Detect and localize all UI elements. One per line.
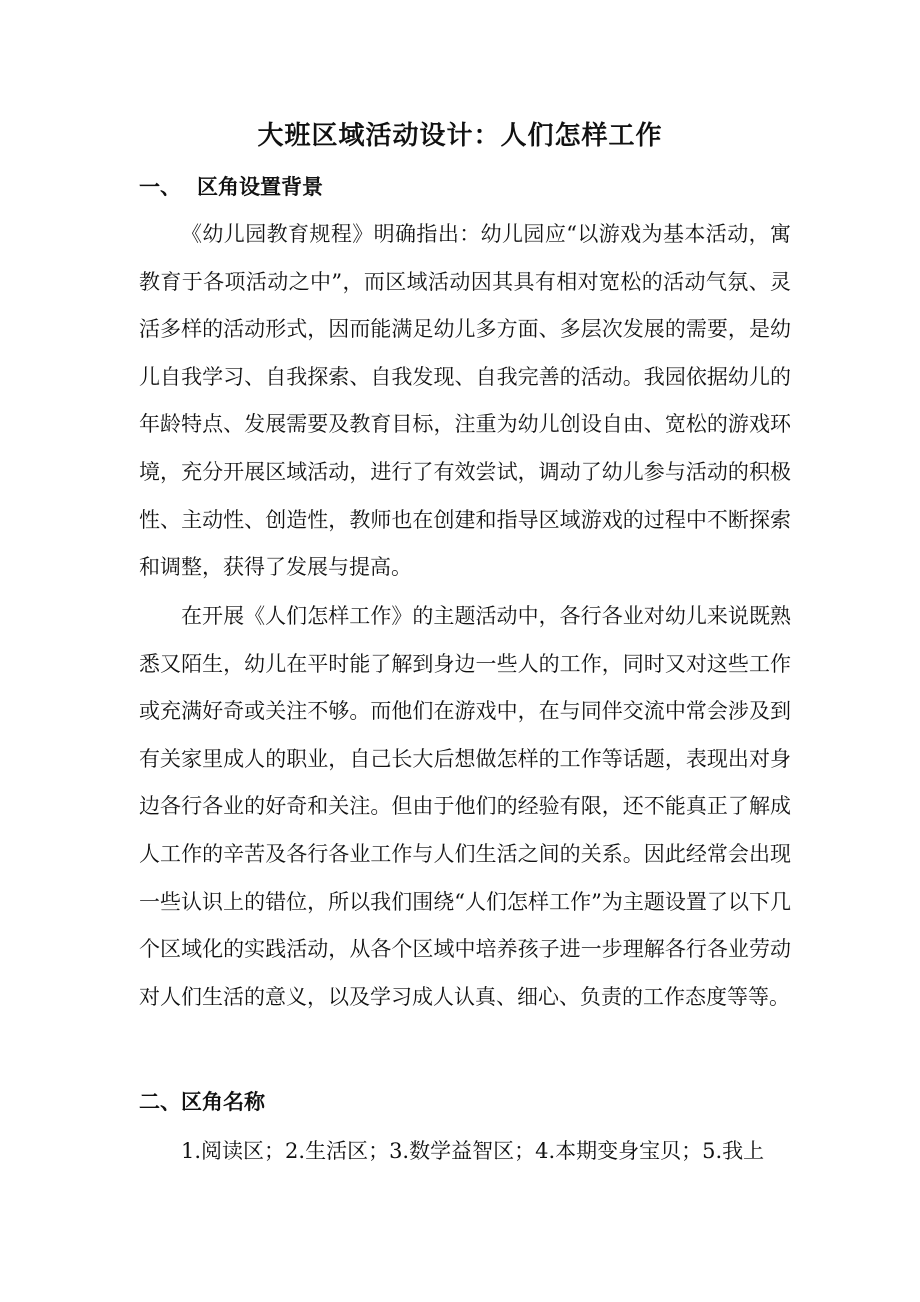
section-heading-area-names: 二、区角名称 <box>139 1089 265 1114</box>
section-heading-background <box>139 172 323 202</box>
section-number: 一、 <box>139 174 181 199</box>
paragraph-3: 1.阅读区；2.生活区；3.数学益智区；4.本期变身宝贝；5.我上 <box>181 1139 765 1163</box>
paragraph-2: 在开展《人们怎样工作》的主题活动中，各行各业对幼儿来说既熟悉又陌生，幼儿在平时能了解到身边一些人的工作，同时又对这些工作或充满好奇或关注不够。而他们在游戏中，在与同伴交流中常会涉及到有关家里成人的职业，自己长大后想做怎样的工作等话题，表现出对身边各行各业的好奇和关注。但由于他们的经验有限，还不能真正了解成人工作的辛苦及各行各业工作与人们生活之间的关系。因此经常会出现一些认识上的错位，所以我们围绕“人们怎样工作”为主题设置了以下几个区域化的实践活动，从各个区域中培养孩子进一步理解各行各业劳动对人们生活的意义，以及学习成人认真、细心、负责的工作态度等等。 <box>139 604 791 1009</box>
document-title: 大班区域活动设计：人们怎样工作 <box>257 121 663 151</box>
paragraph-1: 《幼儿园教育规程》明确指出：幼儿园应“以游戏为基本活动，寓教育于各项活动之中”，而区域活动因其具有相对宽松的活动气氛、灵活多样的活动形式，因而能满足幼儿多方面、多层次发展的需要，是幼儿自我学习、自我探索、自我发现、自我完善的活动。我园依据幼儿的年龄特点、发展需要及教育目标，注重为幼儿创设自由、宽松的游戏环境，充分开展区域活动，进行了有效尝试，调动了幼儿参与活动的积极性、主动性、创造性，教师也在创建和指导区域游戏的过程中不断探索和调整，获得了发展与提高。 <box>139 222 791 580</box>
section-heading-text: 区角设置背景 <box>197 174 323 199</box>
